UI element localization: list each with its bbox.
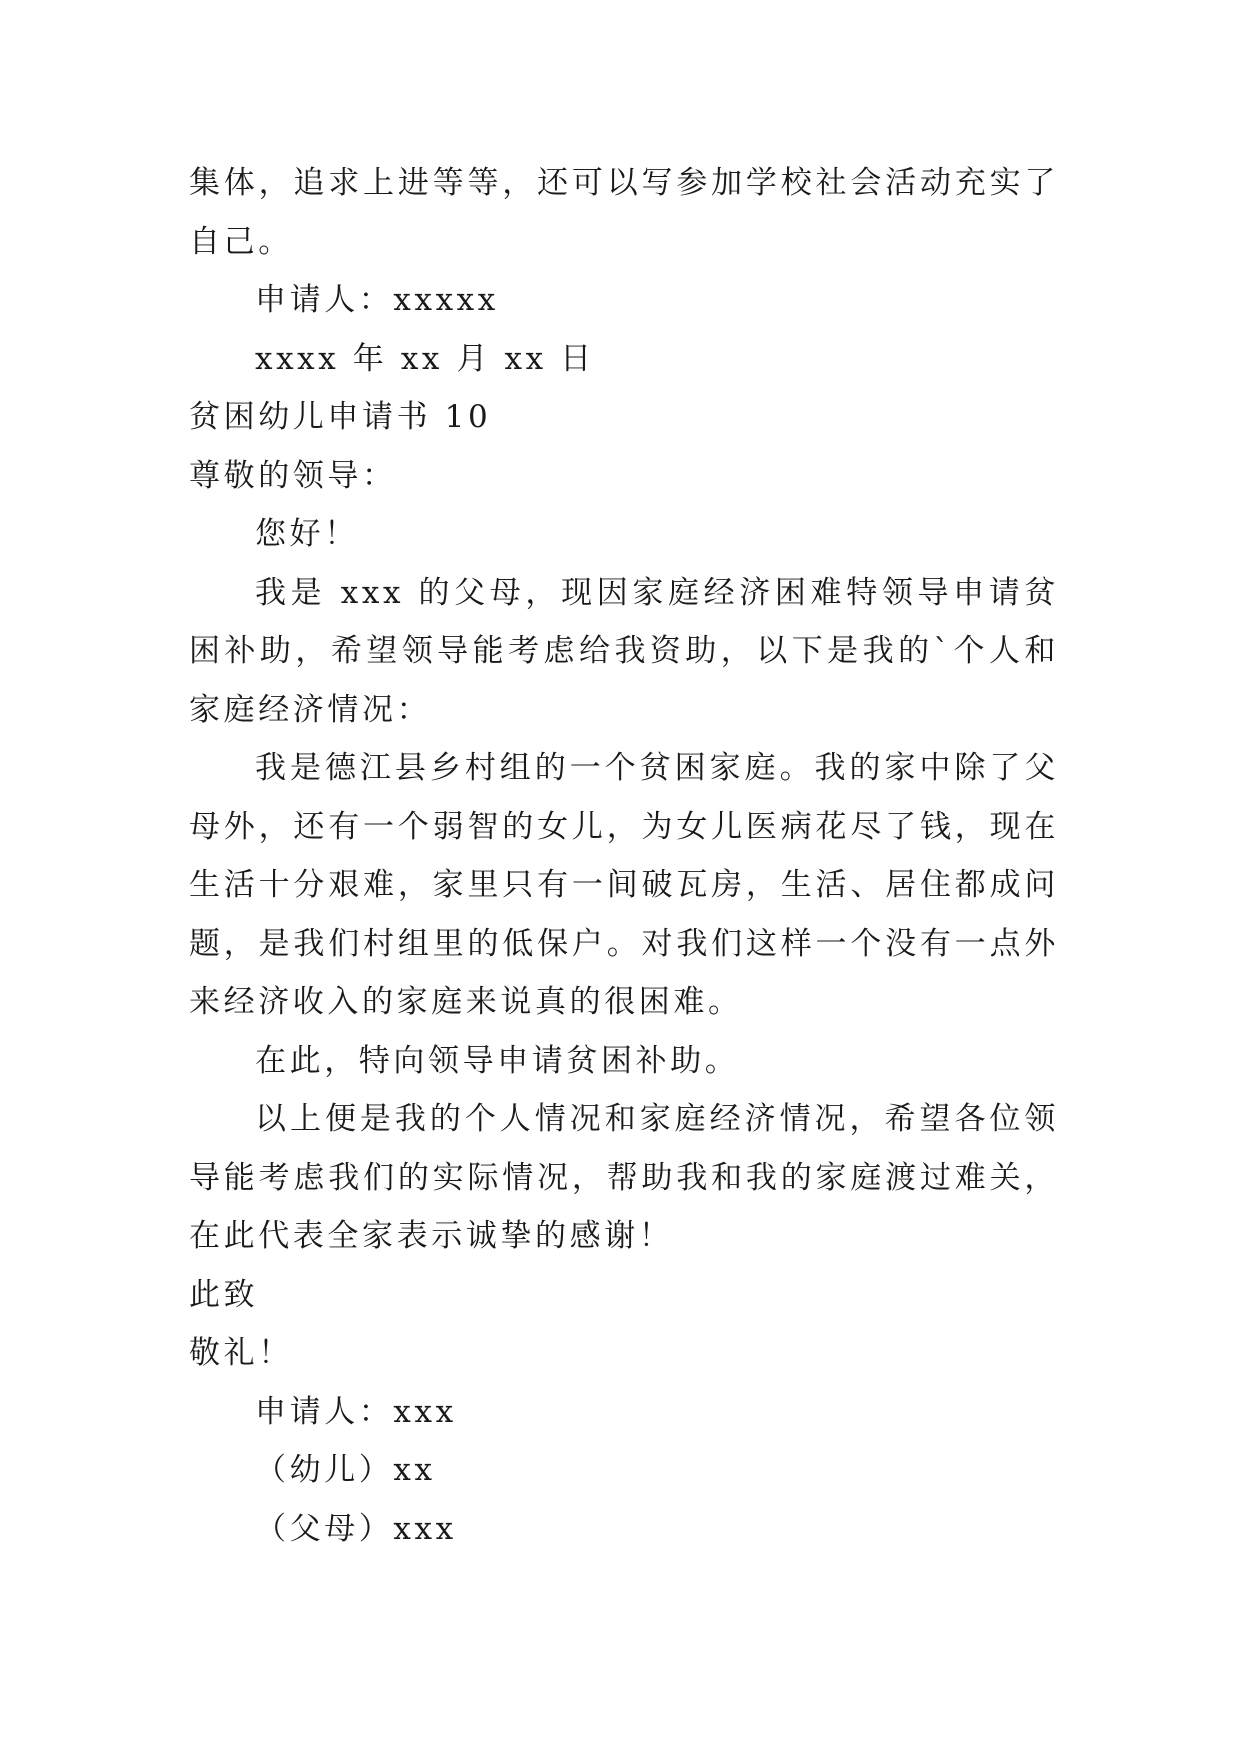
document-body <box>189 154 1059 1558</box>
paragraph-continuation: 集体，追求上进等等，还可以写参加学校社会活动充实了自己。 <box>189 165 1059 260</box>
signature-parent: （父母）xxx <box>255 1510 457 1547</box>
signature-child: （幼儿）xx <box>255 1452 436 1488</box>
salutation: 尊敬的领导： <box>189 457 397 494</box>
section-title: 贫困幼儿申请书 10 <box>189 399 492 435</box>
paragraph-thanks: 以上便是我的个人情况和家庭经济情况，希望各位领导能考虑我们的实际情况，帮助我和我的家庭渡过难关，在此代表全家表示诚挚的感谢！ <box>189 1101 1059 1254</box>
signature-applicant-2: 申请人：xxx <box>255 1393 457 1430</box>
closing-line-1: 此致 <box>189 1276 259 1313</box>
paragraph-situation: 我是德江县乡村组的一个贫困家庭。我的家中除了父母外，还有一个弱智的女儿，为女儿医病花尽了钱，现在生活十分艰难，家里只有一间破瓦房，生活、居住都成问题，是我们村组里的低保户。对我们这样一个没有一点外来经济收入的家庭来说真的很困难。 <box>189 750 1059 1020</box>
paragraph-request: 在此，特向领导申请贫困补助。 <box>255 1042 740 1079</box>
signature-date: xxxx 年 xx 月 xx 日 <box>255 340 595 377</box>
paragraph-intro: 我是 xxx 的父母，现因家庭经济困难特领导申请贫困补助，希望领导能考虑给我资助，以下是我的`个人和家庭经济情况： <box>189 574 1059 728</box>
closing-line-2: 敬礼！ <box>189 1335 293 1371</box>
greeting: 您好！ <box>255 516 359 552</box>
signature-applicant: 申请人：xxxxx <box>255 282 499 318</box>
